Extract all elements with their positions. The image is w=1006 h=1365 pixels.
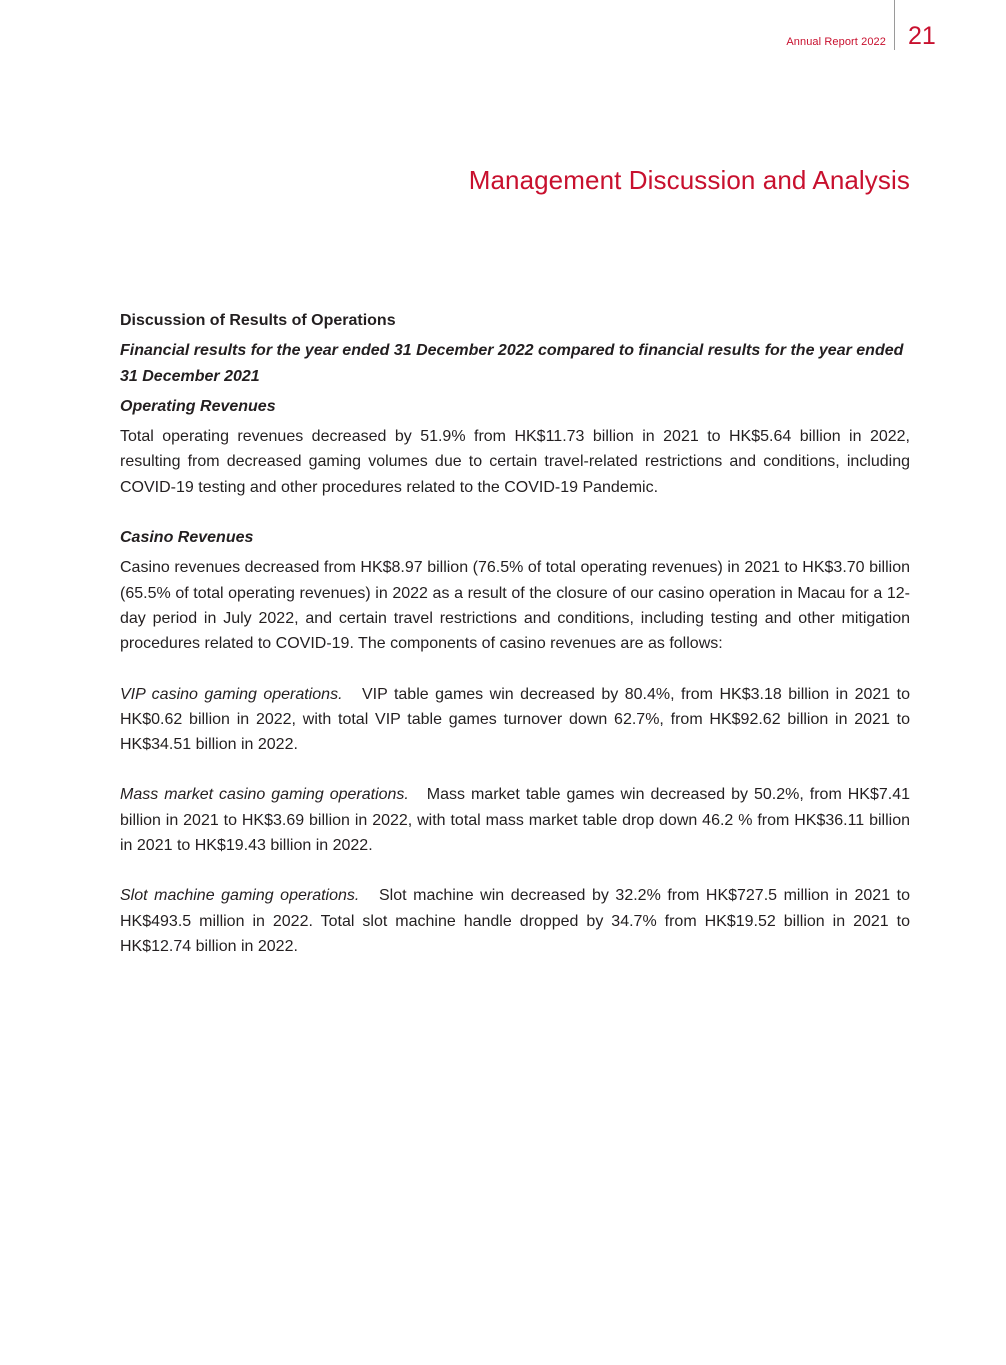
spacer: [120, 858, 910, 883]
slot-lead: Slot machine gaming operations.: [120, 887, 360, 905]
mass-market-text: Mass market table games win decreased by 50.2%, from HK$7.41 billion in 2021 to HK$3.69 billion in 2022, with total mass market table drop down 46.2 % from HK$36.11 billion in 2021 to HK$19.43 billion in 2022.: [120, 786, 911, 855]
spacer: [120, 657, 910, 682]
header-divider: [894, 0, 895, 50]
main-content: [120, 308, 910, 959]
operating-revenues-heading: Operating Revenues: [120, 397, 276, 415]
comparison-heading: Financial results for the year ended 31 December 2022 compared to financial results for the year ended 31 December 2021: [120, 342, 904, 385]
spacer: [120, 757, 910, 782]
vip-paragraph: [120, 682, 910, 758]
operating-revenues-paragraph: Total operating revenues decreased by 51.9% from HK$11.73 billion in 2021 to HK$5.64 billion in 2022, resulting from decreased gaming volumes due to certain travel-related restrictions and conditions, including COVID-19 testing and other procedures related to the COVID-19 Pandemic.: [120, 428, 910, 496]
page-title: Management Discussion and Analysis: [468, 165, 910, 195]
casino-revenues-heading: Casino Revenues: [120, 529, 254, 547]
casino-revenues-paragraph: Casino revenues decreased from HK$8.97 billion (76.5% of total operating revenues) in 2021 to HK$3.70 billion (65.5% of total operating revenues) in 2022 as a result of the closure of our casino operation in Macau for a 12-day period in July 2022, and certain travel restrictions and conditions, including testing and other mitigation procedures related to COVID-19. The components of casino revenues are as follows:: [120, 559, 910, 653]
slot-paragraph: [120, 883, 910, 959]
mass-market-lead: Mass market casino gaming operations.: [120, 786, 409, 804]
vip-lead: VIP casino gaming operations.: [120, 685, 343, 703]
report-label: Annual Report 2022: [786, 36, 886, 48]
mass-market-paragraph: [120, 782, 910, 858]
spacer: [120, 500, 910, 525]
slot-text: Slot machine win decreased by 32.2% from HK$727.5 million in 2021 to HK$493.5 million in 2022. Total slot machine handle dropped by 34.7% from HK$19.52 billion in 2021 to HK$12.74 billion in 2022.: [120, 887, 910, 955]
page-number: 21: [908, 22, 936, 50]
vip-text: VIP table games win decreased by 80.4%, from HK$3.18 billion in 2021 to HK$0.62 billion in 2022, with total VIP table games turnover down 62.7%, from HK$92.62 billion in 2021 to HK$34.51 billion in 2022.: [120, 685, 910, 754]
section-heading: Discussion of Results of Operations: [120, 312, 396, 329]
